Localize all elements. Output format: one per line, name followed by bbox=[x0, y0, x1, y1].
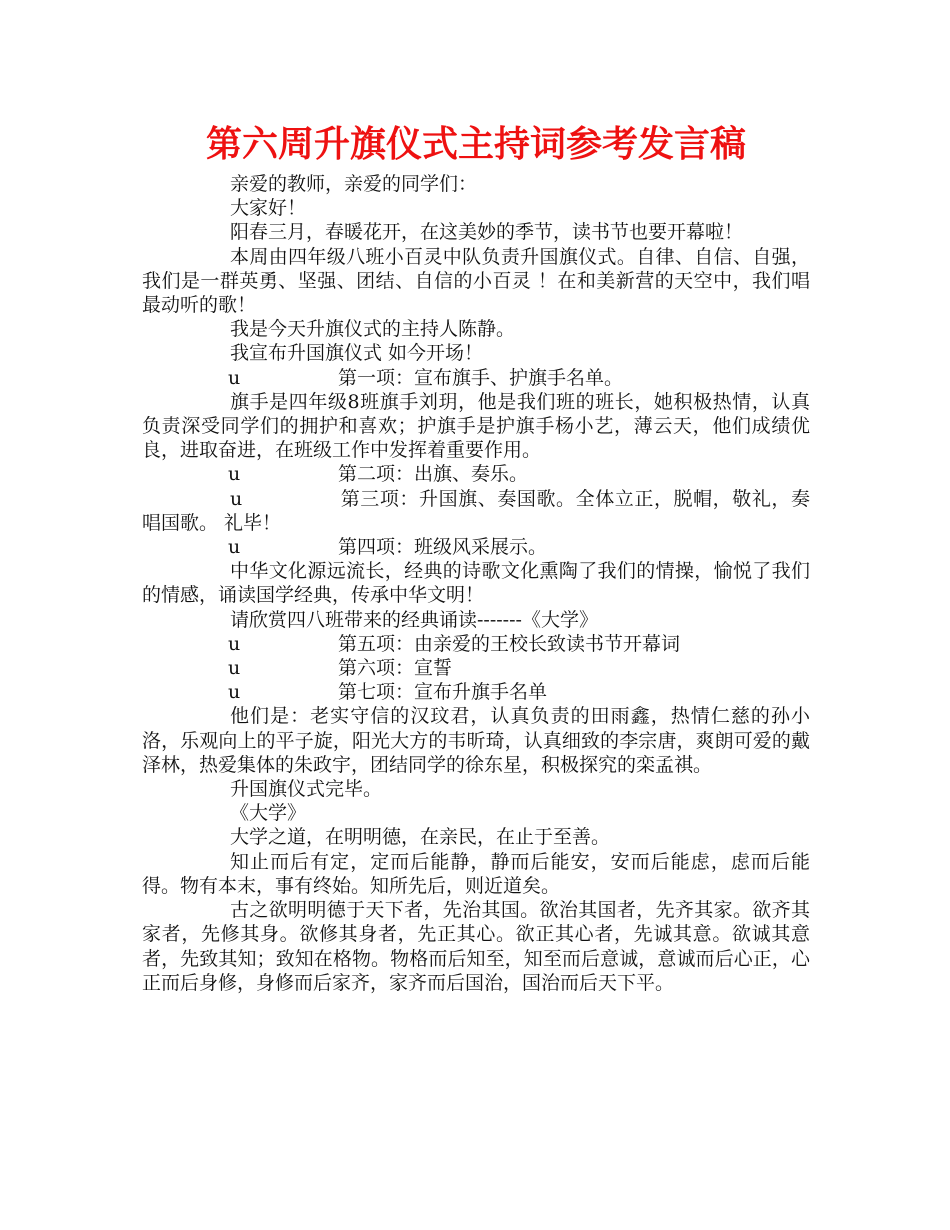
paragraph: 古之欲明明德于天下者，先治其国。欲治其国者，先齐其家。欲齐其家者，先修其身。欲修其身者，先正其心。欲正其心者，先诚其意。欲诚其意者，先致其知；致知在格物。物格而后知至，知至而后意诚，意诚而后心正，心正而后身修，身修而后家齐，家齐而后国治，国治而后天下平。 bbox=[142, 899, 810, 994]
document-page bbox=[142, 118, 810, 995]
paragraph: 中华文化源远流长，经典的诗歌文化熏陶了我们的情操，愉悦了我们的情感，诵读国学经典，传承中华文明！ bbox=[142, 560, 810, 607]
paragraph: 大学之道，在明明德，在亲民，在止于至善。 bbox=[230, 826, 611, 849]
document-body bbox=[142, 172, 810, 995]
agenda-item bbox=[142, 680, 810, 704]
agenda-item-text: 第二项：出旗、奏乐。 bbox=[338, 463, 529, 486]
agenda-item bbox=[142, 462, 810, 486]
paragraph: 亲爱的教师，亲爱的同学们： bbox=[230, 173, 478, 195]
paragraph: 请欣赏四八班带来的经典诵读-------《大学》 bbox=[230, 608, 598, 631]
paragraph: u 第三项：升国旗、奏国歌。全体立正，脱帽，敬礼，奏唱国歌。 礼毕！ bbox=[142, 487, 810, 534]
bullet-marker: u bbox=[228, 632, 241, 655]
paragraph: 他们是：老实守信的汉玟君，认真负责的田雨鑫，热情仁慈的孙小洛，乐观向上的平子旋，阳光大方的韦昕琦，认真细致的李宗唐，爽朗可爱的戴泽林，热爱集体的朱政宇，团结同学的徐东星，积极探究的栾孟祺。 bbox=[142, 705, 810, 776]
bullet-marker: u bbox=[228, 536, 241, 559]
bullet-marker: u bbox=[228, 463, 241, 486]
agenda-item bbox=[142, 366, 810, 390]
agenda-item-text: 第五项：由亲爱的王校长致读书节开幕词 bbox=[338, 632, 681, 655]
paragraph: 我是今天升旗仪式的主持人陈静。 bbox=[230, 318, 516, 341]
agenda-item-text: 第七项：宣布升旗手名单 bbox=[338, 681, 548, 704]
paragraph: 我宣布升国旗仪式 如今开场！ bbox=[230, 342, 484, 365]
paragraph: 本周由四年级八班小百灵中队负责升国旗仪式。自律、自信、自强，我们是一群英勇、坚强、团结、自信的小百灵 ！在和美新营的天空中，我们唱 最动听的歌！ bbox=[142, 245, 810, 317]
document-title: 第六周升旗仪式主持词参考发言稿 bbox=[205, 124, 746, 165]
agenda-item-text: 第一项：宣布旗手、护旗手名单。 bbox=[338, 366, 624, 389]
agenda-item-text: 第四项：班级风采展示。 bbox=[338, 536, 548, 559]
agenda-item bbox=[142, 656, 810, 680]
bullet-marker: u bbox=[228, 366, 241, 389]
paragraph: 旗手是四年级8班旗手刘玥，他是我们班的班长，她积极热情，认真负责深受同学们的拥护和喜欢；护旗手是护旗手杨小艺，薄云天，他们成绩优良，进取奋进，在班级工作中发挥着重要作用。 bbox=[142, 390, 810, 462]
agenda-item bbox=[142, 632, 810, 656]
paragraph: 《大学》 bbox=[230, 802, 307, 825]
agenda-item-text: 第六项：宣誓 bbox=[338, 657, 453, 680]
paragraph: 知止而后有定，定而后能静，静而后能安，安而后能虑，虑而后能得。物有本末，事有终始。知所先后，则近道矣。 bbox=[142, 850, 810, 897]
agenda-item bbox=[142, 535, 810, 559]
paragraph: 升国旗仪式完毕。 bbox=[230, 778, 383, 801]
paragraph: 阳春三月，春暖花开，在这美妙的季节，读书节也要开幕啦！ bbox=[230, 221, 744, 244]
bullet-marker: u bbox=[228, 681, 241, 704]
paragraph: 大家好！ bbox=[230, 197, 307, 220]
bullet-marker: u bbox=[228, 657, 241, 680]
